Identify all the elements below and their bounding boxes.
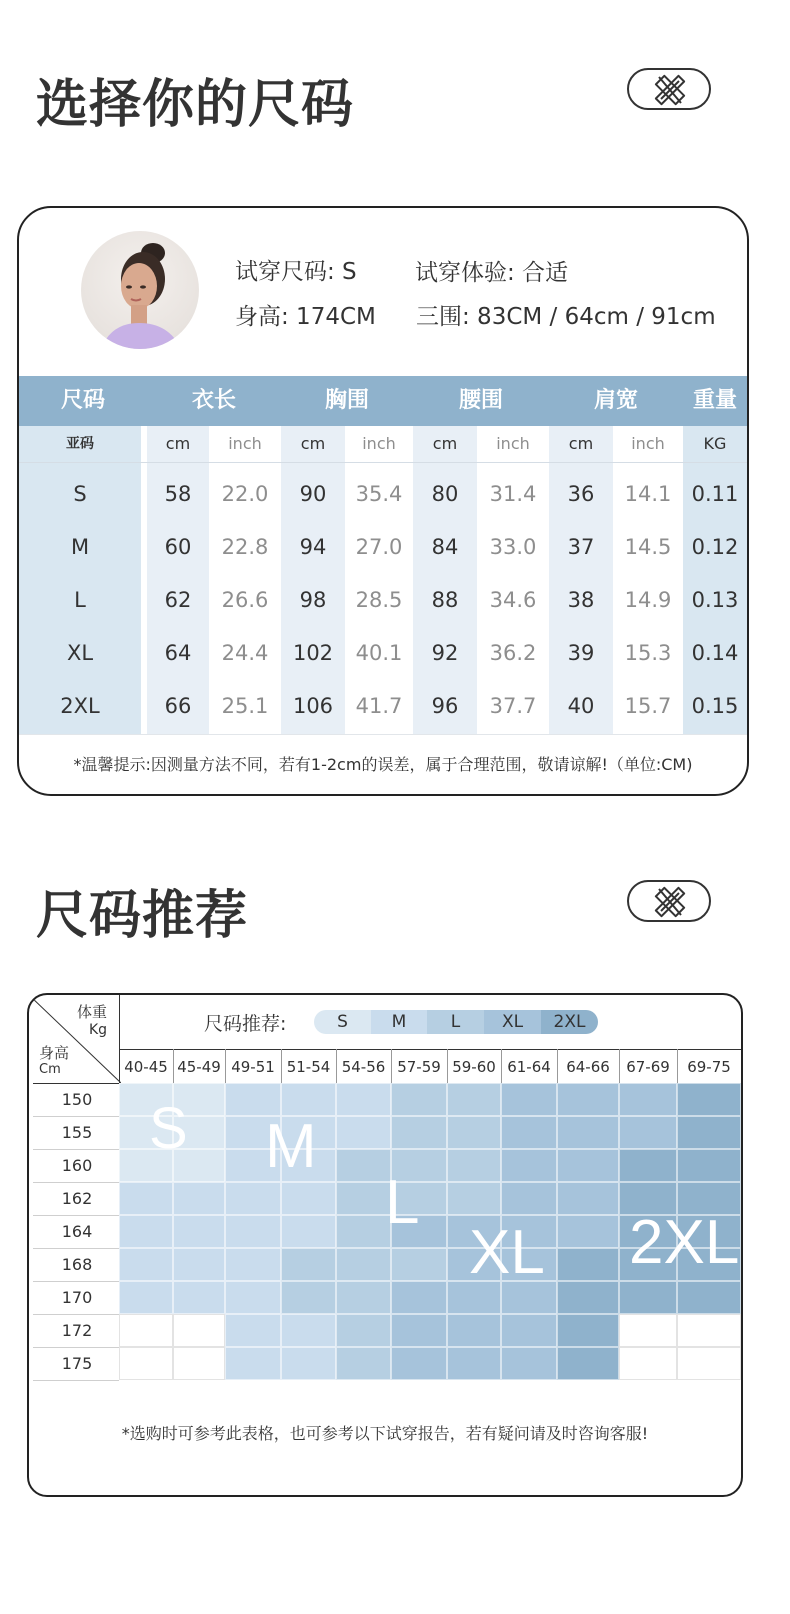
ruler-pencil-badge [627, 68, 711, 110]
size-table-cell: 14.1 [624, 482, 672, 506]
recommend-cell [447, 1116, 501, 1149]
weight-label: 40-45 [124, 1058, 168, 1076]
size-table-cell: 64 [164, 641, 192, 665]
size-table-cell: 58 [164, 482, 192, 506]
recommend-cell [677, 1347, 741, 1380]
weight-label: 69-75 [687, 1058, 731, 1076]
weight-label: 51-54 [286, 1058, 331, 1076]
size-table-cell: 14.5 [624, 535, 672, 559]
size-row-label: 2XL [60, 694, 100, 718]
weight-label: 59-60 [452, 1058, 496, 1076]
size-table-cell: 38 [567, 588, 595, 612]
size-table-cell: 96 [431, 694, 459, 718]
recommend-cell [119, 1281, 173, 1314]
height-label: 155 [61, 1123, 93, 1142]
recommend-cell [173, 1314, 225, 1347]
recommend-cell [225, 1215, 281, 1248]
unit-cell: inch [362, 434, 396, 453]
corner-height-label: 身高 [39, 1044, 70, 1062]
trial-size: 试穿尺码: S [235, 259, 357, 285]
recommend-cell [281, 1215, 336, 1248]
unit-cell: cm [165, 434, 191, 453]
unit-cell: 亚码 [66, 436, 94, 452]
measurement-note: *温馨提示:因测量方法不同，若有1-2cm的误差，属于合理范围，敬请谅解!（单位:CM) [73, 755, 693, 774]
recommend-cell [447, 1083, 501, 1116]
recommend-cell [619, 1314, 677, 1347]
recommend-cell [619, 1083, 677, 1116]
model-portrait-image [81, 231, 199, 349]
size-row-label: L [74, 588, 86, 612]
recommend-section-title: 尺码推荐 [36, 886, 249, 946]
ruler-pencil-icon [650, 72, 690, 108]
recommend-cell [557, 1116, 619, 1149]
size-table-cell: 28.5 [355, 588, 403, 612]
recommend-cell [336, 1314, 391, 1347]
header-length: 衣长 [191, 388, 236, 413]
recommend-note: *选购时可参考此表格，也可参考以下试穿报告，若有疑问请及时咨询客服! [121, 1424, 649, 1443]
recommend-cell [281, 1314, 336, 1347]
ruler-pencil-badge-2 [627, 880, 711, 922]
recommend-cell [501, 1083, 557, 1116]
recommend-cell [225, 1248, 281, 1281]
weight-label: 45-49 [177, 1058, 221, 1076]
recommend-cell [447, 1149, 501, 1182]
header-size: 尺码 [60, 388, 105, 413]
recommend-cell [557, 1083, 619, 1116]
size-table-cell: 0.13 [691, 588, 739, 612]
recommend-cell [501, 1182, 557, 1215]
model-measurements: 三围: 83CM / 64cm / 91cm [416, 304, 716, 330]
size-legend [314, 1010, 598, 1034]
size-table-cell: 31.4 [489, 482, 537, 506]
zone-label-l: L [385, 1168, 420, 1237]
recommend-cell [173, 1215, 225, 1248]
model-avatar [81, 231, 199, 349]
size-table-cell: 15.3 [624, 641, 672, 665]
corner-weight-unit: Kg [89, 1022, 108, 1038]
height-label: 164 [61, 1222, 93, 1241]
height-label: 172 [61, 1321, 93, 1340]
recommend-cell [557, 1314, 619, 1347]
recommend-cell [173, 1347, 225, 1380]
recommend-cell [391, 1314, 447, 1347]
weight-label: 64-66 [566, 1058, 610, 1076]
recommend-cell [336, 1149, 391, 1182]
recommend-cell [336, 1248, 391, 1281]
legend-label: 尺码推荐: [204, 1013, 287, 1035]
recommend-cell [281, 1281, 336, 1314]
size-table-cell: 62 [164, 588, 192, 612]
size-table-cell: 0.12 [691, 535, 739, 559]
height-label: 175 [61, 1354, 93, 1373]
recommend-cell [501, 1149, 557, 1182]
recommend-cell [225, 1314, 281, 1347]
size-table-cell: 37.7 [489, 694, 537, 718]
trial-experience: 试穿体验: 合适 [415, 260, 569, 286]
recommend-cell [281, 1248, 336, 1281]
size-section-title: 选择你的尺码 [36, 75, 355, 135]
unit-cell: KG [703, 434, 727, 453]
size-table-cell: 92 [431, 641, 459, 665]
recommend-cell [677, 1314, 741, 1347]
weight-label: 67-69 [626, 1058, 670, 1076]
size-table-cell: 25.1 [221, 694, 269, 718]
height-label: 170 [61, 1288, 93, 1307]
recommend-cell [391, 1248, 447, 1281]
recommend-cell [119, 1215, 173, 1248]
zone-label-2xl: 2XL [629, 1208, 740, 1277]
size-table-cell: 36.2 [489, 641, 537, 665]
legend-2xl: 2XL [541, 1010, 598, 1034]
weight-label: 61-64 [507, 1058, 551, 1076]
recommend-cell [619, 1347, 677, 1380]
recommend-cell [619, 1281, 677, 1314]
recommend-cell [557, 1149, 619, 1182]
unit-cell: cm [432, 434, 458, 453]
size-table-cell: 80 [431, 482, 459, 506]
recommend-cell [501, 1116, 557, 1149]
weight-label: 49-51 [231, 1058, 275, 1076]
recommend-cell [225, 1347, 281, 1380]
legend-xl: XL [484, 1010, 541, 1034]
size-table-cell: 39 [567, 641, 595, 665]
size-table-cell: 27.0 [355, 535, 403, 559]
header-waist: 腰围 [458, 388, 503, 413]
unit-cell: cm [300, 434, 326, 453]
size-table-cell: 66 [164, 694, 192, 718]
size-table-cell: 14.9 [624, 588, 672, 612]
size-table-cell: 90 [299, 482, 327, 506]
height-label: 150 [61, 1090, 93, 1109]
unit-cell: inch [228, 434, 262, 453]
recommend-cell [119, 1347, 173, 1380]
size-table-cell: 24.4 [221, 641, 269, 665]
recommend-cell [336, 1215, 391, 1248]
recommend-cell [336, 1116, 391, 1149]
size-row-label: XL [66, 641, 94, 665]
size-table-cell: 94 [299, 535, 327, 559]
recommend-cell [336, 1083, 391, 1116]
size-table-cell: 60 [164, 535, 192, 559]
header-shoulder: 肩宽 [593, 388, 638, 413]
size-table-cell: 22.8 [221, 535, 269, 559]
recommend-cell [557, 1182, 619, 1215]
recommend-cell [619, 1116, 677, 1149]
size-table-cell: 26.6 [221, 588, 269, 612]
recommend-cell [281, 1182, 336, 1215]
weight-label: 57-59 [397, 1058, 441, 1076]
recommend-cell [336, 1347, 391, 1380]
recommend-cell [173, 1182, 225, 1215]
header-weight: 重量 [692, 388, 737, 413]
size-table-cell: 106 [292, 694, 334, 718]
size-table-cell: 41.7 [355, 694, 403, 718]
recommend-cell [225, 1281, 281, 1314]
recommend-cell [391, 1281, 447, 1314]
recommend-cell [173, 1281, 225, 1314]
zone-label-s: S [149, 1096, 188, 1161]
model-height: 身高: 174CM [235, 304, 376, 330]
size-chart-card [17, 206, 749, 796]
legend-l: L [427, 1010, 484, 1034]
recommend-cell [677, 1149, 741, 1182]
recommend-cell [391, 1347, 447, 1380]
recommend-cell [447, 1314, 501, 1347]
recommend-cell [677, 1083, 741, 1116]
recommend-cell [501, 1314, 557, 1347]
size-row-label: M [70, 535, 90, 559]
unit-cell: inch [496, 434, 530, 453]
recommend-cell [336, 1281, 391, 1314]
recommend-cell [557, 1248, 619, 1281]
size-table-cell: 35.4 [355, 482, 403, 506]
size-table-cell: 15.7 [624, 694, 672, 718]
recommend-cell [391, 1083, 447, 1116]
size-table-cell: 0.14 [691, 641, 739, 665]
legend-m: M [371, 1010, 427, 1034]
height-label: 168 [61, 1255, 93, 1274]
size-recommend-card [27, 993, 743, 1497]
ruler-pencil-icon [650, 884, 690, 920]
corner-height-unit: Cm [39, 1062, 61, 1077]
size-table-cell: 102 [292, 641, 334, 665]
size-table-cell: 37 [567, 535, 595, 559]
recommend-cell [173, 1248, 225, 1281]
recommend-cell [119, 1248, 173, 1281]
size-table-cell: 98 [299, 588, 327, 612]
recommend-cell [336, 1182, 391, 1215]
recommend-cell [677, 1116, 741, 1149]
size-table-cell: 88 [431, 588, 459, 612]
recommend-cell [557, 1215, 619, 1248]
height-label: 162 [61, 1189, 93, 1208]
size-table-cell: 36 [567, 482, 595, 506]
recommend-cell [677, 1281, 741, 1314]
zone-label-m: M [265, 1112, 317, 1181]
size-table-cell: 40 [567, 694, 595, 718]
size-row-label: S [73, 482, 87, 506]
zone-label-xl: XL [469, 1218, 545, 1287]
recommend-cell [225, 1182, 281, 1215]
size-table-cell: 22.0 [221, 482, 269, 506]
recommend-cell [619, 1149, 677, 1182]
recommend-cell [557, 1281, 619, 1314]
recommend-cell [501, 1347, 557, 1380]
size-table-cell: 84 [431, 535, 459, 559]
unit-cell: cm [568, 434, 594, 453]
weight-label: 54-56 [341, 1058, 386, 1076]
recommend-cell [447, 1347, 501, 1380]
size-table-cell: 0.15 [691, 694, 739, 718]
size-table-header [19, 376, 747, 426]
size-table-cell: 33.0 [489, 535, 537, 559]
recommend-cell [557, 1347, 619, 1380]
size-table-cell: 34.6 [489, 588, 537, 612]
recommend-cell [119, 1182, 173, 1215]
header-chest: 胸围 [324, 388, 369, 413]
recommend-cell [391, 1116, 447, 1149]
recommend-cell [447, 1182, 501, 1215]
legend-s: S [314, 1010, 371, 1034]
size-table-cell: 0.11 [691, 482, 739, 506]
unit-cell: inch [631, 434, 665, 453]
height-label: 160 [61, 1156, 93, 1175]
recommend-cell [119, 1314, 173, 1347]
corner-weight-label: 体重 [77, 1003, 108, 1021]
recommend-cell [281, 1347, 336, 1380]
size-table-cell: 40.1 [355, 641, 403, 665]
